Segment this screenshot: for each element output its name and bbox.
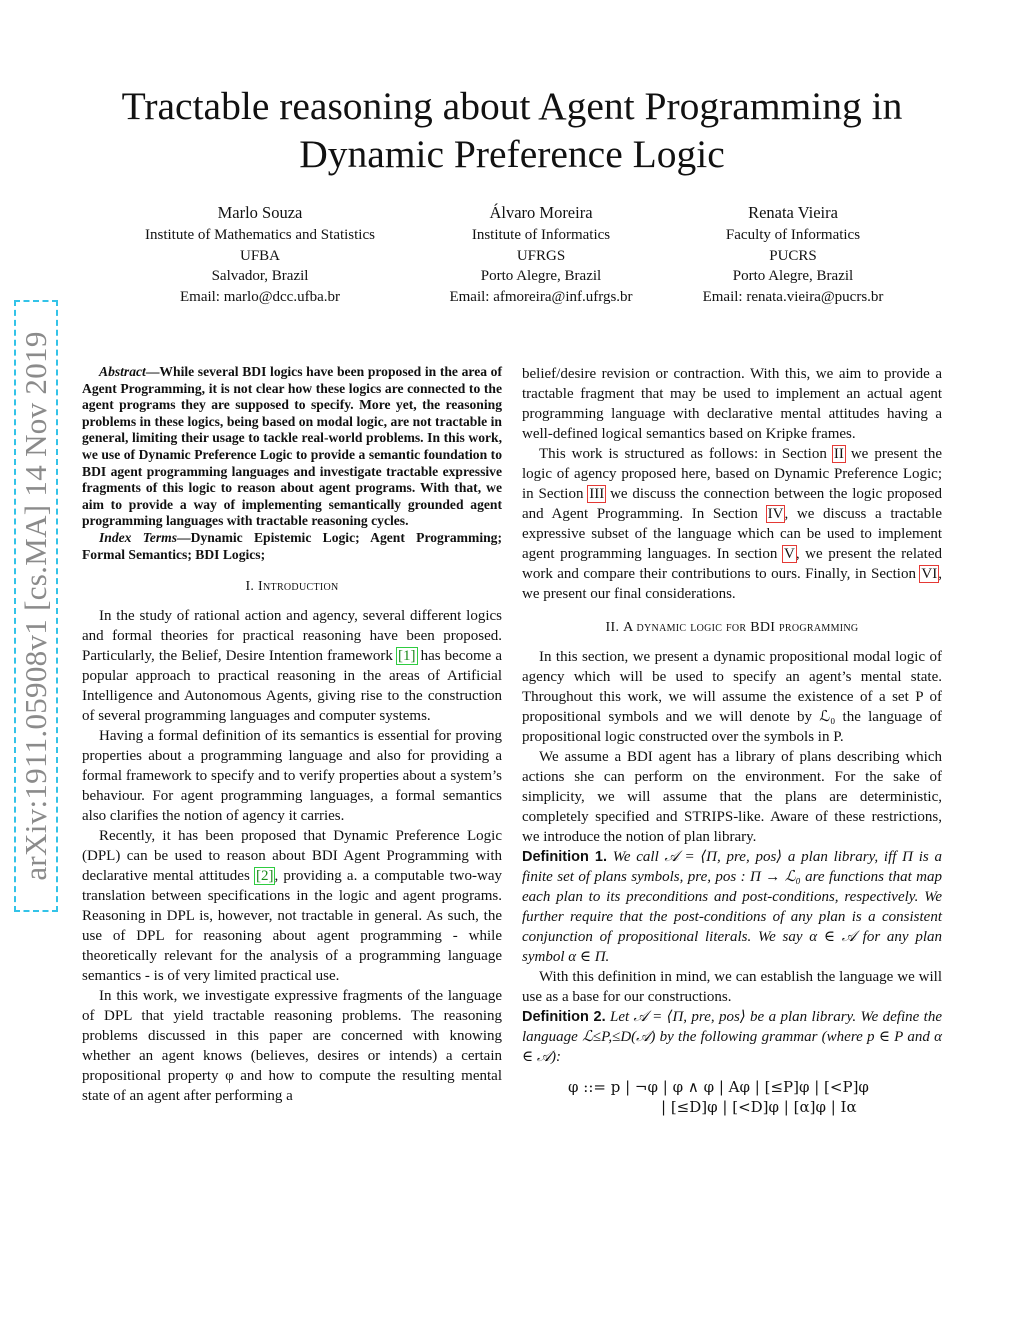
intro-paragraph-2: Having a formal definition of its semantics is essential for proving properties about a programming language and also for providing a formal framework to specify and to verify properties about a system’s behaviour. For agent programming languages, a formal semantics also clarifies the notion of agency it carries. <box>82 728 502 825</box>
paragraph-text: has become a popular approach to practical reasoning in the areas of Artificial Intelligence and Autonomous Agents, giving rise to the construction of several programming languages and computer systems. <box>82 648 502 725</box>
author-location: Porto Alegre, Brazil <box>480 268 602 284</box>
arxiv-identifier-stamp <box>14 300 58 912</box>
author-affiliation: Institute of Mathematics and Statistics <box>145 227 375 243</box>
author-name: Álvaro Moreira <box>489 203 593 222</box>
paragraph-text: , we discuss a tractable expressive subset of the language which can be used to implement agent programming languages. In section <box>522 506 943 562</box>
author-block <box>0 202 1024 312</box>
definition-2 <box>522 1007 942 1067</box>
author-institution: UFBA <box>239 247 280 264</box>
index-terms <box>82 530 502 563</box>
intro-paragraph-4: In this work, we investigate expressive fragments of the language of DPL that yield tractable reasoning problems. The reasoning problems discussed in this paper are concerned with knowing whether an agent knows (believes, desires or intends) a certain propositional property φ and how to compute the resulting mental state of an agent after performing a <box>82 988 502 1105</box>
title-line-1: Tractable reasoning about Agent Programming in <box>121 84 903 128</box>
intro-paragraph-4-continued: belief/desire revision or contraction. With this, we aim to provide a tractable fragment that may be used to implement an actual agent programming language with declarative mental attitudes having a well-defined logical semantics based on Kripke frames. <box>522 366 942 442</box>
paragraph-text: we present the logic of agency proposed here, based on Dynamic Preference Logic; in Section <box>522 446 942 502</box>
author-name: Marlo Souza <box>217 203 303 222</box>
paragraph-text: This work is structured as follows: in Section <box>539 446 833 462</box>
definition-text: We call 𝒜 = ⟨Π, pre, pos⟩ a plan library, iff Π is a finite set of plans symbols, pre, pos : Π → ℒ₀ are functions that map each plan to its preconditions and post-conditions, respectively. We further require that the post-conditions of any plan is a consistent conjunction of propositional literals. We say α ∈ 𝒜 for any plan symbol α ∈ Π. <box>522 849 943 965</box>
intro-paragraph-3 <box>82 826 502 986</box>
section-title-part: BDI <box>750 620 776 635</box>
paragraph-text: , we present the related work and compare their contributions to ours. Finally, in Section <box>522 546 942 582</box>
section2-paragraph-3: With this definition in mind, we can establish the language we will use as a base for our constructions. <box>522 969 942 1005</box>
author-email: Email: marlo@dcc.ufba.br <box>179 288 340 305</box>
section2-paragraph-2: We assume a BDI agent has a library of plans describing which actions she can perform on the environment. For the sake of simplicity, we will assume that the plans are deterministic, completely specified and STRIPS-like. Aware of these restrictions, we introduce the notion of plan library. <box>522 749 942 845</box>
section-heading-dynamic-logic <box>522 618 942 638</box>
author-email: Email: renata.vieira@pucrs.br <box>702 288 884 305</box>
section-link[interactable]: III <box>589 486 605 502</box>
title-line-2: Dynamic Preference Logic <box>299 132 725 176</box>
intro-paragraph-5 <box>522 444 942 604</box>
intro-paragraph-1 <box>82 606 502 726</box>
section2-paragraph-1: In this section, we present a dynamic propositional modal logic of agency which will be used to specify an agent’s mental state. Throughout this work, we will assume the existence of a set P of propositional symbols and we will denote by ℒ₀ the language of propositional logic constructed over the symbols in P. <box>522 649 942 745</box>
paragraph-text: , we present our final considerations. <box>522 566 942 602</box>
author-institution: PUCRS <box>769 247 817 264</box>
definition-1 <box>522 847 942 967</box>
section-link[interactable]: V <box>783 546 795 562</box>
paragraph-text: , providing a. a computable two-way translation between specifications in the logic and agent programs. Reasoning in DPL is, however, not tractable in general. As such, the use of DPL for reasoning about agent programming - while theoretically relevant for the analysis of a programming language semantics - is of very limited practical use. <box>82 868 502 985</box>
arxiv-identifier-text: arXiv:1911.05908v1 [cs.MA] 14 Nov 2019 <box>18 331 53 881</box>
paragraph-text: In the study of rational action and agency, several different logics and formal theories for practical reasoning have been proposed. Particularly, the Belief, Desire Intention framework <box>82 608 502 665</box>
author-email: Email: afmoreira@inf.ufrgs.br <box>449 288 633 305</box>
citation-link[interactable]: [1] <box>398 648 416 665</box>
grammar-line-2: | [≤D]φ | [<D]φ | [α]φ | Iα <box>661 1098 857 1116</box>
section-title-part: programming <box>775 620 859 635</box>
right-column <box>522 364 942 1117</box>
author-institution: UFRGS <box>516 247 566 264</box>
section-number: I. <box>245 579 255 595</box>
section-heading-introduction <box>82 577 502 597</box>
grammar-definition <box>522 1077 942 1117</box>
left-column <box>82 364 502 1106</box>
definition-text: Let 𝒜 = ⟨Π, pre, pos⟩ be a plan library. We define the language ℒ≤P,≤D(𝒜) by the following grammar (where p ∈ P and α ∈ 𝒜): <box>522 1009 942 1065</box>
author-location: Porto Alegre, Brazil <box>732 268 854 284</box>
section-link[interactable]: IV <box>767 506 784 522</box>
section-number: II. <box>605 620 620 635</box>
abstract-label: Abstract <box>99 364 146 379</box>
section-link[interactable]: II <box>833 446 844 462</box>
abstract-text: —While several BDI logics have been proposed in the area of Agent Programming, it is not clear how these logics are connected to the agent programs they are supposed to specify. More yet, the reasoning problems in these logics, being based on modal logic, are not tractable in general, limiting their usage to tackle real-world problems. In this work, we use of Dynamic Preference Logic to provide a semantic foundation to BDI agent programming languages and investigate tractable expressive fragments of this logic to reason about agent programs. With that, we aim to provide a way of implementing semantically grounded agent programming languages with tractable reasoning cycles. <box>82 364 502 529</box>
definition-label: Definition 2. <box>522 1009 606 1025</box>
author-name: Renata Vieira <box>748 203 838 222</box>
index-terms-label: Index Terms <box>99 529 177 545</box>
author-affiliation: Faculty of Informatics <box>725 227 861 243</box>
section-title-part: A dynamic logic for <box>623 620 751 635</box>
abstract <box>82 364 502 530</box>
author-affiliation: Institute of Informatics <box>471 227 611 243</box>
paragraph-text: Recently, it has been proposed that Dynamic Preference Logic (DPL) can be used to reason about BDI Agent Programming with declarative mental attitudes <box>82 828 502 885</box>
paper-title <box>60 82 964 178</box>
section-link[interactable]: VI <box>921 566 938 582</box>
paragraph-text: we discuss the connection between the logic proposed and Agent Programming. In Section <box>522 486 942 522</box>
author-location: Salvador, Brazil <box>211 268 309 284</box>
section-title: Introduction <box>258 579 339 595</box>
citation-link[interactable]: [2] <box>255 868 274 885</box>
index-terms-text: —Dynamic Epistemic Logic; Agent Programming; Formal Semantics; BDI Logics; <box>82 529 502 562</box>
author-3 <box>633 202 953 307</box>
grammar-line-1: φ ::= p | ¬φ | φ ∧ φ | Aφ | [≤P]φ | [<P]φ <box>568 1078 869 1096</box>
author-1 <box>100 202 420 307</box>
definition-label: Definition 1. <box>522 849 607 865</box>
